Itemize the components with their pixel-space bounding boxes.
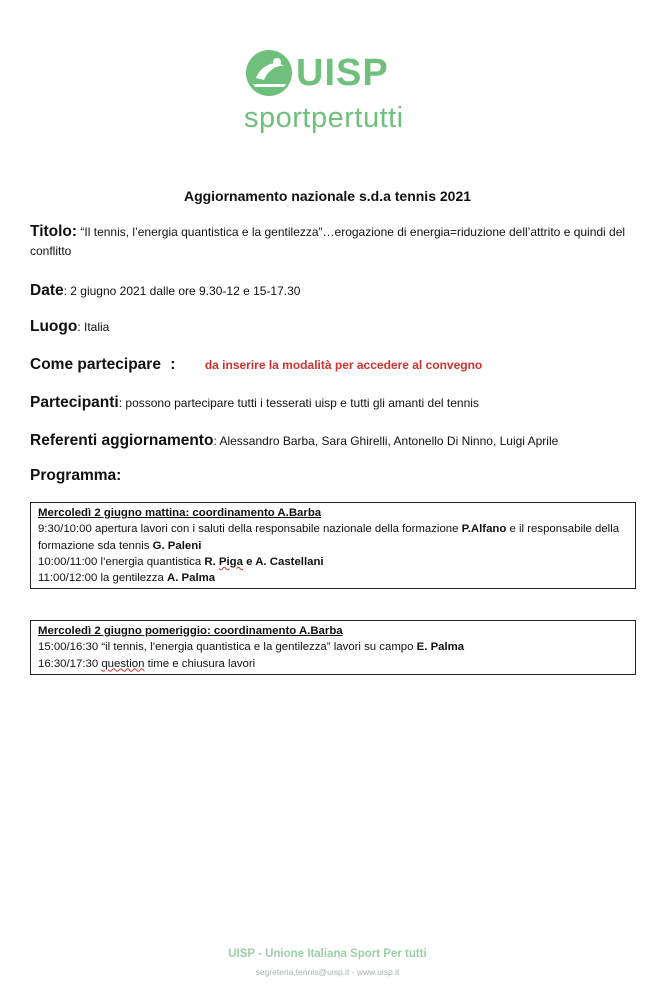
referenti-row [30, 431, 630, 451]
partecipare-label: Come partecipare [30, 356, 161, 373]
logo-tagline: sportpertutti [244, 102, 404, 134]
speaker-name: e A. Castellani [242, 555, 324, 568]
referenti-text: : Alessandro Barba, Sara Ghirelli, Antonello Di Ninno, Luigi Aprile [213, 434, 559, 448]
speaker-name: G. Paleni [152, 539, 202, 552]
programma-row [30, 466, 630, 486]
speaker-name: A. Palma [166, 572, 216, 585]
partecipare-note: da inserire la modalità per accedere al convegno [204, 358, 483, 372]
item-text: question [101, 657, 145, 670]
speaker-name: E. Palma [416, 641, 465, 654]
speaker-name: Piga [218, 555, 243, 568]
item-text: time e chiusura lavori [144, 657, 256, 670]
date-text: : 2 giugno 2021 dalle ore 9.30-12 e 15-17.30 [63, 284, 301, 298]
session-morning-header: Mercoledì 2 giugno mattina: coordinamento A.Barba [38, 507, 322, 519]
partecipanti-row [30, 393, 630, 413]
titolo-text: “Il tennis, l’energia quantistica e la gentilezza”…erogazione di energia=riduzione dell’attrito e quindi del conflitto [30, 225, 626, 258]
speaker-name: P.Alfano [461, 523, 507, 536]
programma-label: Programma: [30, 467, 122, 484]
date-row [30, 281, 630, 301]
item-text: e il responsabile della formazione sda tennis [38, 523, 620, 552]
session-afternoon-item-2 [38, 656, 629, 672]
speaker-name: R. [204, 555, 219, 568]
item-text: 15:00/16:30 “il tennis, l’energia quantistica e la gentilezza” lavori su campo [38, 641, 417, 654]
titolo-row [30, 222, 630, 261]
logo-wordmark: UISP [296, 52, 389, 94]
session-morning-item-1 [38, 521, 629, 554]
date-label: Date [30, 282, 64, 299]
luogo-row [30, 317, 630, 337]
partecipanti-label: Partecipanti [30, 394, 119, 411]
luogo-label: Luogo [30, 318, 78, 335]
session-afternoon-box [30, 620, 636, 675]
item-text: 9:30/10:00 apertura lavori con i saluti della responsabile nazionale della formazione [38, 523, 462, 536]
referenti-label: Referenti aggiornamento [30, 432, 214, 449]
session-afternoon-header: Mercoledì 2 giugno pomeriggio: coordinamento A.Barba [38, 625, 343, 637]
page-title: Aggiornamento nazionale s.d.a tennis 2021 [183, 188, 472, 204]
footer-org: UISP - Unione Italiana Sport Per tutti [228, 948, 427, 960]
uisp-runner-mark-icon [244, 48, 294, 98]
partecipare-row [30, 355, 630, 375]
session-morning-item-2 [38, 554, 629, 570]
item-text: 16:30/17:30 [38, 657, 102, 670]
session-afternoon-item-1 [38, 639, 629, 655]
item-text: 10:00/11:00 l’energia quantistica [38, 555, 205, 568]
partecipanti-text: : possono partecipare tutti i tesserati uisp e tutti gli amanti del tennis [118, 396, 479, 410]
luogo-text: : Italia [77, 320, 110, 334]
session-morning-box [30, 502, 636, 589]
item-text: 11:00/12:00 la gentilezza [38, 572, 167, 585]
session-morning-item-3 [38, 570, 629, 586]
footer-contact[interactable]: segreteria.tennis@uisp.it - www.uisp.it [255, 967, 400, 977]
titolo-label: Titolo: [30, 223, 78, 240]
uisp-logo [244, 46, 424, 146]
partecipare-colon: : [170, 356, 176, 373]
